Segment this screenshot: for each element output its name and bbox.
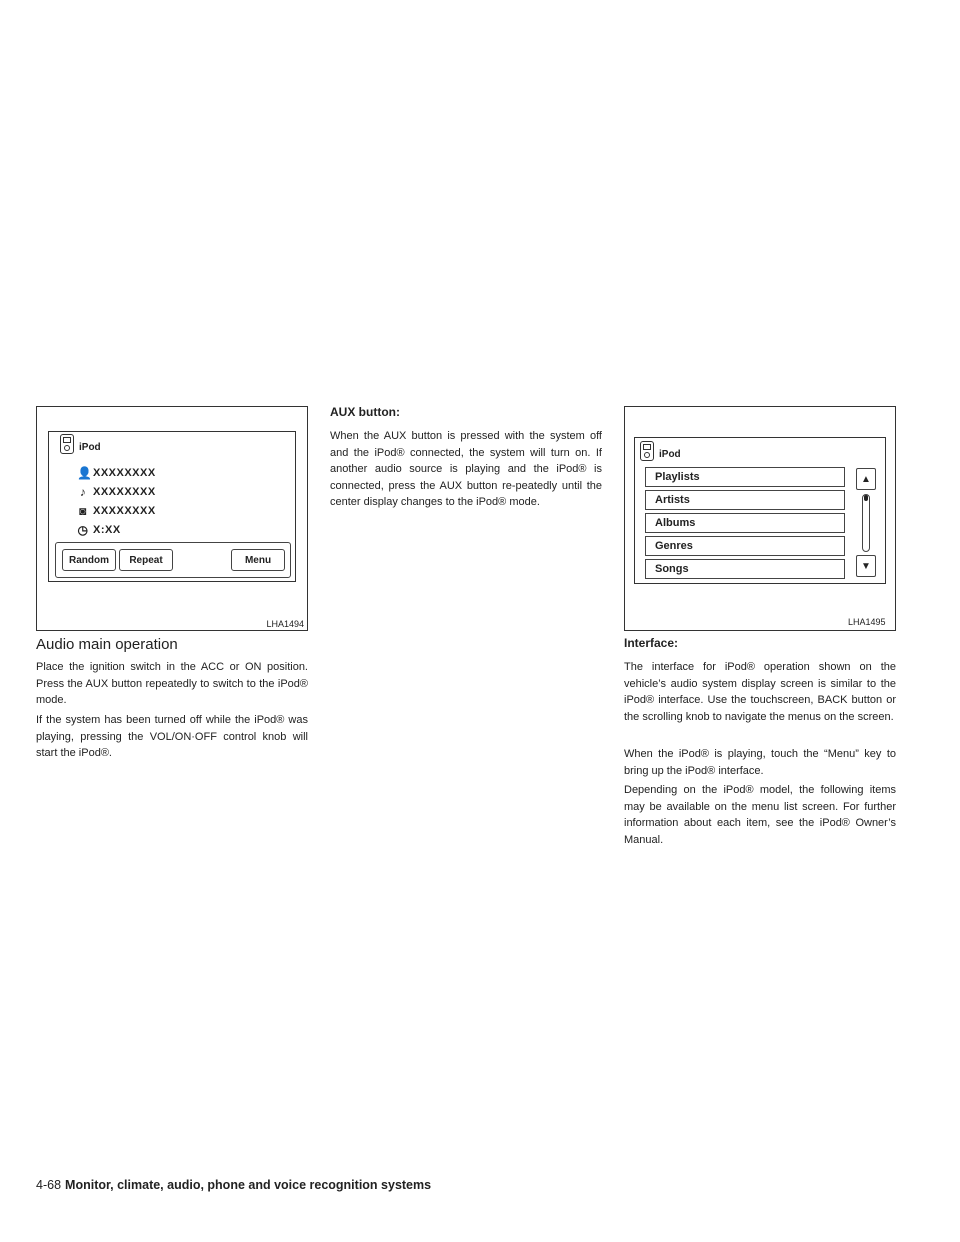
album-text: XXXXXXXX bbox=[93, 505, 156, 517]
section-heading-audio-main-operation: Audio main operation bbox=[36, 636, 178, 653]
section3-paragraph-1: The interface for iPod® operation shown on the vehicle’s audio system display screen is similar to the iPod® interface. Use the touchscreen, BACK button or the scrolling knob to navigate the menus on the screen. bbox=[624, 661, 896, 723]
scroll-up-button[interactable] bbox=[856, 468, 876, 490]
arrow-up-icon: ▲ bbox=[861, 473, 871, 485]
figure-lha1494 bbox=[36, 406, 308, 631]
repeat-button[interactable]: Repeat bbox=[119, 549, 173, 571]
section1-paragraph-1: Place the ignition switch in the ACC or ON position. Press the AUX button repeatedly to switch to the iPod® mode. bbox=[36, 661, 308, 706]
clock-icon: ◷ bbox=[77, 523, 89, 537]
section-heading-interface: Interface: bbox=[624, 636, 679, 650]
menu-item-albums[interactable]: Albums bbox=[645, 513, 845, 533]
ipod-icon-right bbox=[640, 441, 654, 461]
song-row bbox=[77, 484, 156, 500]
artist-text: XXXXXXXX bbox=[93, 467, 156, 479]
page-number: 4-68 bbox=[36, 1178, 62, 1192]
artist-row bbox=[77, 465, 156, 481]
menu-button[interactable]: Menu bbox=[231, 549, 285, 571]
ipod-icon bbox=[60, 434, 74, 454]
album-icon: ◙ bbox=[79, 504, 87, 518]
footer-section-title: Monitor, climate, audio, phone and voice recognition systems bbox=[65, 1178, 432, 1192]
scrollbar-thumb[interactable] bbox=[864, 495, 868, 501]
album-row bbox=[77, 503, 156, 519]
scrollbar-track[interactable] bbox=[862, 494, 870, 552]
figure-id: LHA1494 bbox=[266, 619, 304, 629]
screen-title-right: iPod bbox=[659, 449, 681, 460]
song-text: XXXXXXXX bbox=[93, 486, 156, 498]
page-footer bbox=[36, 1178, 431, 1192]
artist-icon: 👤 bbox=[77, 466, 93, 480]
screen-title: iPod bbox=[79, 442, 101, 453]
section3-paragraph-2: When the iPod® is playing, touch the “Menu” key to bring up the iPod® interface. bbox=[624, 748, 896, 777]
scroll-down-button[interactable] bbox=[856, 555, 876, 577]
arrow-down-icon: ▼ bbox=[861, 560, 871, 572]
figure-id-right: LHA1495 bbox=[848, 617, 886, 627]
time-row bbox=[77, 522, 121, 538]
music-note-icon: ♪ bbox=[79, 485, 87, 499]
section3-paragraph-3: Depending on the iPod® model, the following items may be available on the menu list screen. For further information about each item, see the iPod® Owner’s Manual. bbox=[624, 784, 896, 846]
section1-paragraph-2: If the system has been turned off while the iPod® was playing, pressing the VOL/ON·OFF control knob will start the iPod®. bbox=[36, 714, 308, 759]
menu-item-playlists[interactable]: Playlists bbox=[645, 467, 845, 487]
section-heading-aux-button: AUX button: bbox=[330, 405, 400, 419]
time-text: X:XX bbox=[93, 524, 121, 536]
random-button[interactable]: Random bbox=[62, 549, 116, 571]
menu-item-genres[interactable]: Genres bbox=[645, 536, 845, 556]
menu-item-songs[interactable]: Songs bbox=[645, 559, 845, 579]
menu-item-artists[interactable]: Artists bbox=[645, 490, 845, 510]
section2-paragraph-1: When the AUX button is pressed with the system off and the iPod® connected, the system will turn on. If another audio source is playing and the iPod® is connected, press the AUX button re-peatedly until the center display changes to the iPod® mode. bbox=[330, 430, 602, 508]
